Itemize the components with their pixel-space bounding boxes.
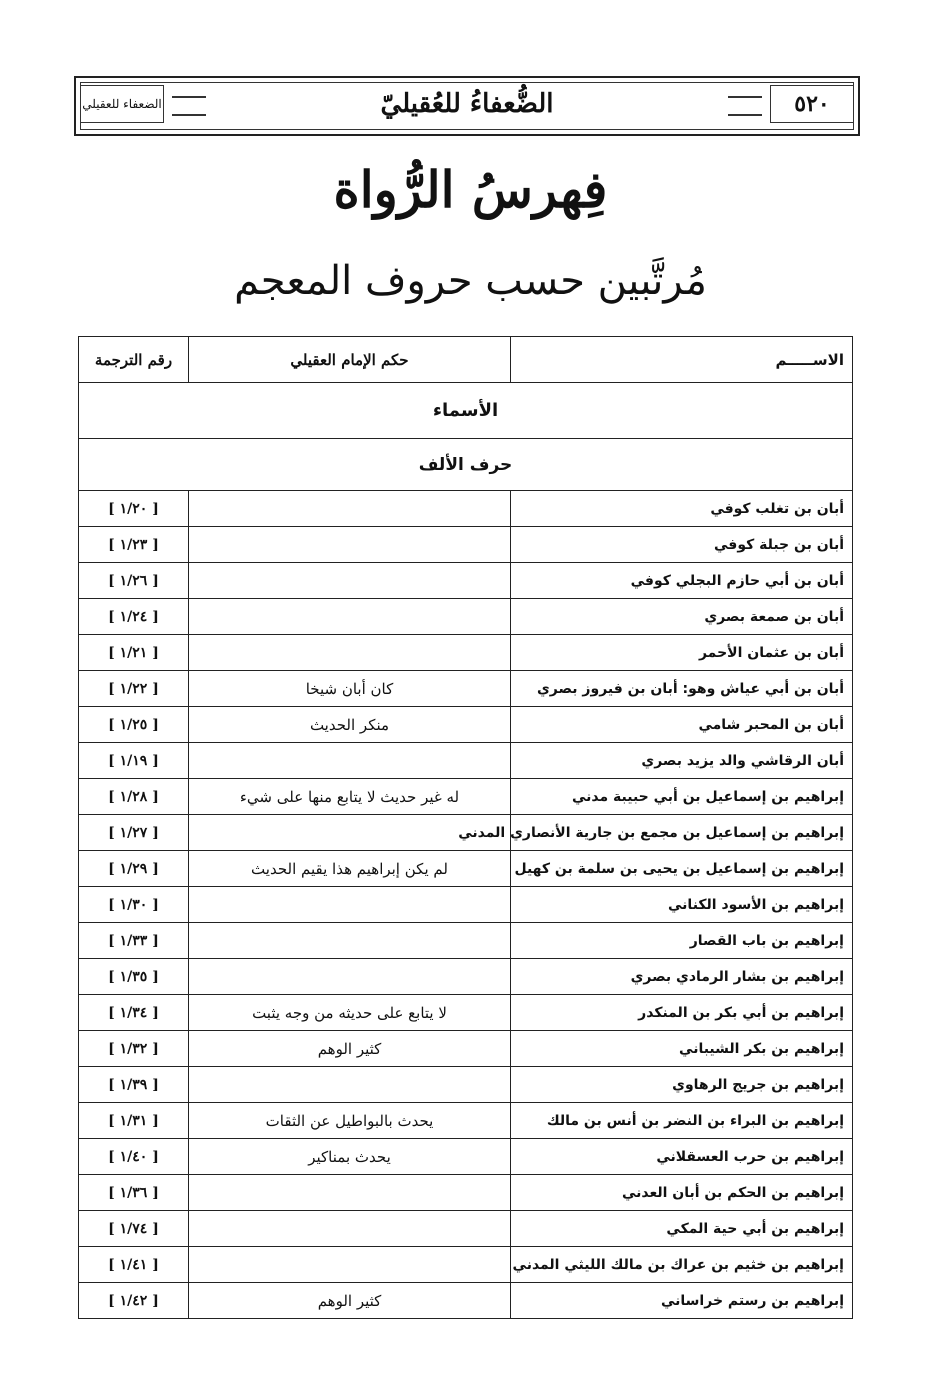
narrators-index-table xyxy=(78,336,853,1319)
table-row xyxy=(79,635,853,671)
narrator-name: إبراهيم بن باب القصار xyxy=(511,923,853,959)
narrator-judgment xyxy=(189,959,511,995)
header-ornament-left xyxy=(172,96,206,116)
narrator-name: إبراهيم بن البراء بن النضر بن أنس بن مالك xyxy=(511,1103,853,1139)
translation-number: [ ١/٢٧ ] xyxy=(79,815,189,851)
translation-number: [ ١/٣١ ] xyxy=(79,1103,189,1139)
header-book-title: الضُّعفاءُ للعُقيليّ xyxy=(380,89,554,119)
table-row xyxy=(79,1211,853,1247)
header-name: الاســـــم xyxy=(511,337,853,383)
translation-number: [ ١/٢٣ ] xyxy=(79,527,189,563)
letter-title: حرف الألف xyxy=(79,439,853,491)
narrator-name: إبراهيم بن إسماعيل بن مجمع بن جارية الأنصاري المدني xyxy=(511,815,853,851)
narrator-judgment xyxy=(189,1175,511,1211)
translation-number: [ ١/٢٤ ] xyxy=(79,599,189,635)
narrator-judgment: كثير الوهم xyxy=(189,1283,511,1319)
narrator-name: إبراهيم بن بكر الشيباني xyxy=(511,1031,853,1067)
table-row xyxy=(79,1103,853,1139)
narrator-judgment xyxy=(189,887,511,923)
translation-number: [ ١/٤٠ ] xyxy=(79,1139,189,1175)
narrator-judgment: كثير الوهم xyxy=(189,1031,511,1067)
section-title: الأسماء xyxy=(79,383,853,439)
translation-number: [ ١/٢٨ ] xyxy=(79,779,189,815)
narrator-judgment xyxy=(189,527,511,563)
header-number: رقم الترجمة xyxy=(79,337,189,383)
table-row xyxy=(79,671,853,707)
narrator-judgment xyxy=(189,743,511,779)
table-row xyxy=(79,743,853,779)
narrator-name: أبان بن تغلب كوفي xyxy=(511,491,853,527)
narrator-name: إبراهيم بن بشار الرمادي بصري xyxy=(511,959,853,995)
table-row xyxy=(79,707,853,743)
narrator-name: إبراهيم بن الأسود الكناني xyxy=(511,887,853,923)
table-row xyxy=(79,923,853,959)
translation-number: [ ١/٢٠ ] xyxy=(79,491,189,527)
table-row xyxy=(79,527,853,563)
narrator-judgment xyxy=(189,1247,511,1283)
narrator-name: إبراهيم بن أبي حية المكي xyxy=(511,1211,853,1247)
table-row xyxy=(79,995,853,1031)
header-judgment: حكم الإمام العقيلي xyxy=(189,337,511,383)
narrator-name: أبان بن أبي عياش وهو: أبان بن فيروز بصري xyxy=(511,671,853,707)
narrator-name: إبراهيم بن إسماعيل بن يحيى بن سلمة بن كهيل xyxy=(511,851,853,887)
translation-number: [ ١/٣٣ ] xyxy=(79,923,189,959)
table-row xyxy=(79,1031,853,1067)
narrator-name: أبان الرقاشي والد يزيد بصري xyxy=(511,743,853,779)
translation-number: [ ١/٢٦ ] xyxy=(79,563,189,599)
translation-number: [ ١/٣٥ ] xyxy=(79,959,189,995)
narrator-name: إبراهيم بن حرب العسقلاني xyxy=(511,1139,853,1175)
table-row xyxy=(79,815,853,851)
header-badge xyxy=(80,85,164,123)
translation-number: [ ١/٢٩ ] xyxy=(79,851,189,887)
narrator-judgment: لا يتابع على حديثه من وجه يثبت xyxy=(189,995,511,1031)
table-row xyxy=(79,1139,853,1175)
table-header-row xyxy=(79,337,853,383)
table-row xyxy=(79,1067,853,1103)
narrator-judgment xyxy=(189,923,511,959)
narrator-judgment: لم يكن إبراهيم هذا يقيم الحديث xyxy=(189,851,511,887)
table-row xyxy=(79,887,853,923)
narrator-name: أبان بن أبي حازم البجلي كوفي xyxy=(511,563,853,599)
table-row xyxy=(79,1247,853,1283)
translation-number: [ ١/٣٩ ] xyxy=(79,1067,189,1103)
narrator-name: أبان بن المحبر شامي xyxy=(511,707,853,743)
narrator-name: إبراهيم بن أبي بكر بن المنكدر xyxy=(511,995,853,1031)
narrator-name: إبراهيم بن رستم خراساني xyxy=(511,1283,853,1319)
table-row xyxy=(79,1283,853,1319)
table-row xyxy=(79,491,853,527)
page-subtitle: مُرتَّبين حسب حروف المعجم xyxy=(234,258,707,304)
table-row xyxy=(79,779,853,815)
translation-number: [ ١/٣٠ ] xyxy=(79,887,189,923)
translation-number: [ ١/٣٢ ] xyxy=(79,1031,189,1067)
translation-number: [ ١/٣٦ ] xyxy=(79,1175,189,1211)
narrator-judgment xyxy=(189,599,511,635)
translation-number: [ ١/١٩ ] xyxy=(79,743,189,779)
translation-number: [ ١/٤١ ] xyxy=(79,1247,189,1283)
narrator-judgment xyxy=(189,1211,511,1247)
section-row xyxy=(79,383,853,439)
narrator-judgment xyxy=(189,563,511,599)
translation-number: [ ١/٤٢ ] xyxy=(79,1283,189,1319)
narrator-name: إبراهيم بن إسماعيل بن أبي حبيبة مدني xyxy=(511,779,853,815)
page-title: فِهرسُ الرُّواة xyxy=(333,160,608,219)
translation-number: [ ١/٢٥ ] xyxy=(79,707,189,743)
table-row xyxy=(79,851,853,887)
narrator-name: أبان بن صمعة بصري xyxy=(511,599,853,635)
narrator-name: إبراهيم بن الحكم بن أبان العدني xyxy=(511,1175,853,1211)
table-row xyxy=(79,563,853,599)
page-number-box xyxy=(770,85,854,123)
translation-number: [ ١/٧٤ ] xyxy=(79,1211,189,1247)
translation-number: [ ١/٣٤ ] xyxy=(79,995,189,1031)
narrator-name: أبان بن عثمان الأحمر xyxy=(511,635,853,671)
table-row xyxy=(79,599,853,635)
translation-number: [ ١/٢٢ ] xyxy=(79,671,189,707)
header-ornament-right xyxy=(728,96,762,116)
translation-number: [ ١/٢١ ] xyxy=(79,635,189,671)
narrator-judgment: كان أبان شيخا xyxy=(189,671,511,707)
table-row xyxy=(79,1175,853,1211)
narrator-judgment xyxy=(189,491,511,527)
header-badge-text: الضعفاء للعقيلي xyxy=(82,96,162,111)
narrator-name: إبراهيم بن خثيم بن عراك بن مالك الليثي المدني xyxy=(511,1247,853,1283)
page-number: ٥٢٠ xyxy=(794,91,830,117)
narrator-judgment: له غير حديث لا يتابع منها على شيء xyxy=(189,779,511,815)
running-header xyxy=(74,76,860,136)
narrator-judgment: يحدث بالبواطيل عن الثقات xyxy=(189,1103,511,1139)
narrator-name: إبراهيم بن جريج الرهاوي xyxy=(511,1067,853,1103)
narrator-judgment xyxy=(189,635,511,671)
letter-row xyxy=(79,439,853,491)
table-row xyxy=(79,959,853,995)
narrator-judgment: يحدث بمناكير xyxy=(189,1139,511,1175)
narrator-name: أبان بن جبلة كوفي xyxy=(511,527,853,563)
narrator-judgment: منكر الحديث xyxy=(189,707,511,743)
narrator-judgment xyxy=(189,1067,511,1103)
